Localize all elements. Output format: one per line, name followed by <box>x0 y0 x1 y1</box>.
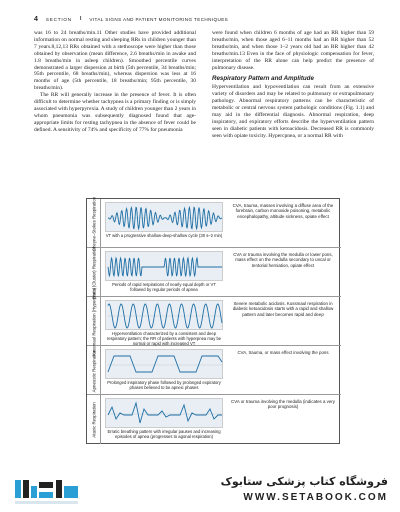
waveform-panel <box>105 398 223 428</box>
breath-trace <box>108 207 222 228</box>
pattern-causes: CVA, trauma, or mass effect involving the pons <box>237 350 329 355</box>
pattern-description: VT with a progressive shallow-deep-shallow cycle (30 s–2 min) <box>105 233 223 238</box>
pattern-name: Biot's (Cluster) Respiration <box>91 246 97 299</box>
pattern-causes: Severe metabolic acidosis. Kussmaul respiration in diabetic ketoacidosis starts with a rapid and shallow pattern and later becomes rapid and deep <box>232 301 334 317</box>
waveform-panel <box>105 300 223 330</box>
section-number: I <box>79 16 82 22</box>
pattern-name: Ataxic Respiration <box>91 401 97 438</box>
body-paragraph: The RR will generally increase in the presence of fever. It is often difficult to determine whether tachypnea is a primary finding or is simply associated with hyperpyrexia. A study of children younger than 2 years in whom pneumonia was subsequently diagnosed found that age-appropriate limits for resting tachypnea in the absence of fever could be defined. A sensitivity of 74% and specificity of 77% for pneumonia <box>34 92 196 133</box>
body-paragraph: were found when children 6 months of age had an RR higher than 59 breaths/min, when those aged 6–11 months had an RR higher than 52 breaths/min, and when those 1–2 years old had an RR higher than 42 breaths/min.13 Even in the face of physiologic compensation for fever, interpretation of the RR alone can help predict the presence of pulmonary disease. <box>212 30 374 71</box>
shop-url[interactable]: WWW.SETABOOK.COM <box>243 492 388 503</box>
section-title: VITAL SIGNS AND PATIENT MONITORING TECHNIQUES <box>89 16 229 22</box>
shop-name: فروشگاه کتاب پزشکی ستابوک <box>220 475 388 488</box>
setabook-logo <box>14 476 84 506</box>
section-word: SECTION <box>45 16 72 22</box>
left-text-column <box>34 30 196 134</box>
right-text-column <box>212 30 374 140</box>
pattern-description: Periods of rapid respirations of nearly equal depth or VT followed by regular periods of apnea <box>112 282 216 292</box>
pattern-description: Erratic breathing pattern with irregular pauses and increasing episodes of apnea (progresses to agonal respiration) <box>107 429 221 439</box>
page-number: 4 <box>34 15 38 23</box>
pattern-name: Cheyne–Stokes Respiration <box>91 196 97 251</box>
subsection-heading: Respiratory Pattern and Amplitude <box>212 75 314 83</box>
respiratory-patterns-figure <box>86 198 340 444</box>
pattern-row-apneustic <box>87 346 341 395</box>
waveform-deep <box>106 301 224 331</box>
waveform-panel <box>105 202 223 232</box>
pattern-description: Hyperventilation characterized by a consistent and deep respiratory pattern; the RR of patients with hyperpnea may be normal or rapid with increased VT <box>106 331 222 346</box>
waveform-crescendo <box>106 203 224 233</box>
waveform-panel <box>105 349 223 379</box>
breath-trace <box>108 356 222 372</box>
pattern-causes: CVA, trauma, masses involving a diffuse area of the forebrain, carbon monoxide poisoning, metabolic encephalopathy, altitude sickness, opiate effect <box>232 203 334 219</box>
body-paragraph: Hyperventilation and hypoventilation can result from an extensive variety of disorders and may be related to pulmonary or extrapulmonary pathology. Abnormal respiratory patterns can be characteristic of metabolic or central nervous system pathologic conditions (Fig. 1.1) and may aid in the differential diagnosis. Abnormal respiration, deep inspiratory, and expiratory efforts describe the hyperventilation pattern seen in diabetic patients with ketoacidosis. Decreased RR is commonly seen with opiate toxicity. Hypercpnea, or a normal RR with <box>212 84 374 139</box>
pattern-causes: CVA or trauma involving the medulla (indicates a very poor prognosis) <box>231 399 335 410</box>
pattern-row-cheyne-stokes <box>87 196 341 251</box>
breath-trace <box>108 403 222 423</box>
waveform-apneustic <box>106 350 224 380</box>
page-header <box>34 14 374 24</box>
waveform-panel <box>105 251 223 281</box>
pattern-description: Prolonged inspiratory phase followed by prolonged expiratory phases believed to be apneic phases <box>107 380 221 390</box>
pattern-causes: CVA or trauma involving the medulla or lower pons, mass effect on the medulla secondary to uncal or tentorial herniation, opiate effect <box>233 252 333 268</box>
waveform-cluster <box>106 252 224 282</box>
waveform-ataxic <box>106 399 224 429</box>
pattern-name: Apneustic Respiration <box>91 349 97 392</box>
pattern-row-biot <box>87 248 341 297</box>
body-paragraph: was 16 to 24 breaths/min.11 Other studies have provided additional information on normal resting and sleeping RRs in children younger than 7 years.8,12,13 RRs obtained with a stethoscope were higher than those obtained by observation (mean difference, 2.6 breaths/min in awake and 1.8 breaths/min in asleep children). Smoothed percentile curves demonstrated a larger dispersion at birth (5th percentile, 34 breaths/min; 95th percentile, 68 breaths/min), whereas dispersion was less at 16 months of age (5th percentile, 18 breaths/min; 95th percentile, 30 breaths/min). <box>34 30 196 92</box>
pattern-row-ataxic <box>87 395 341 444</box>
pattern-name: Kussmaul Respiration (Hyperpnea) <box>91 287 97 356</box>
